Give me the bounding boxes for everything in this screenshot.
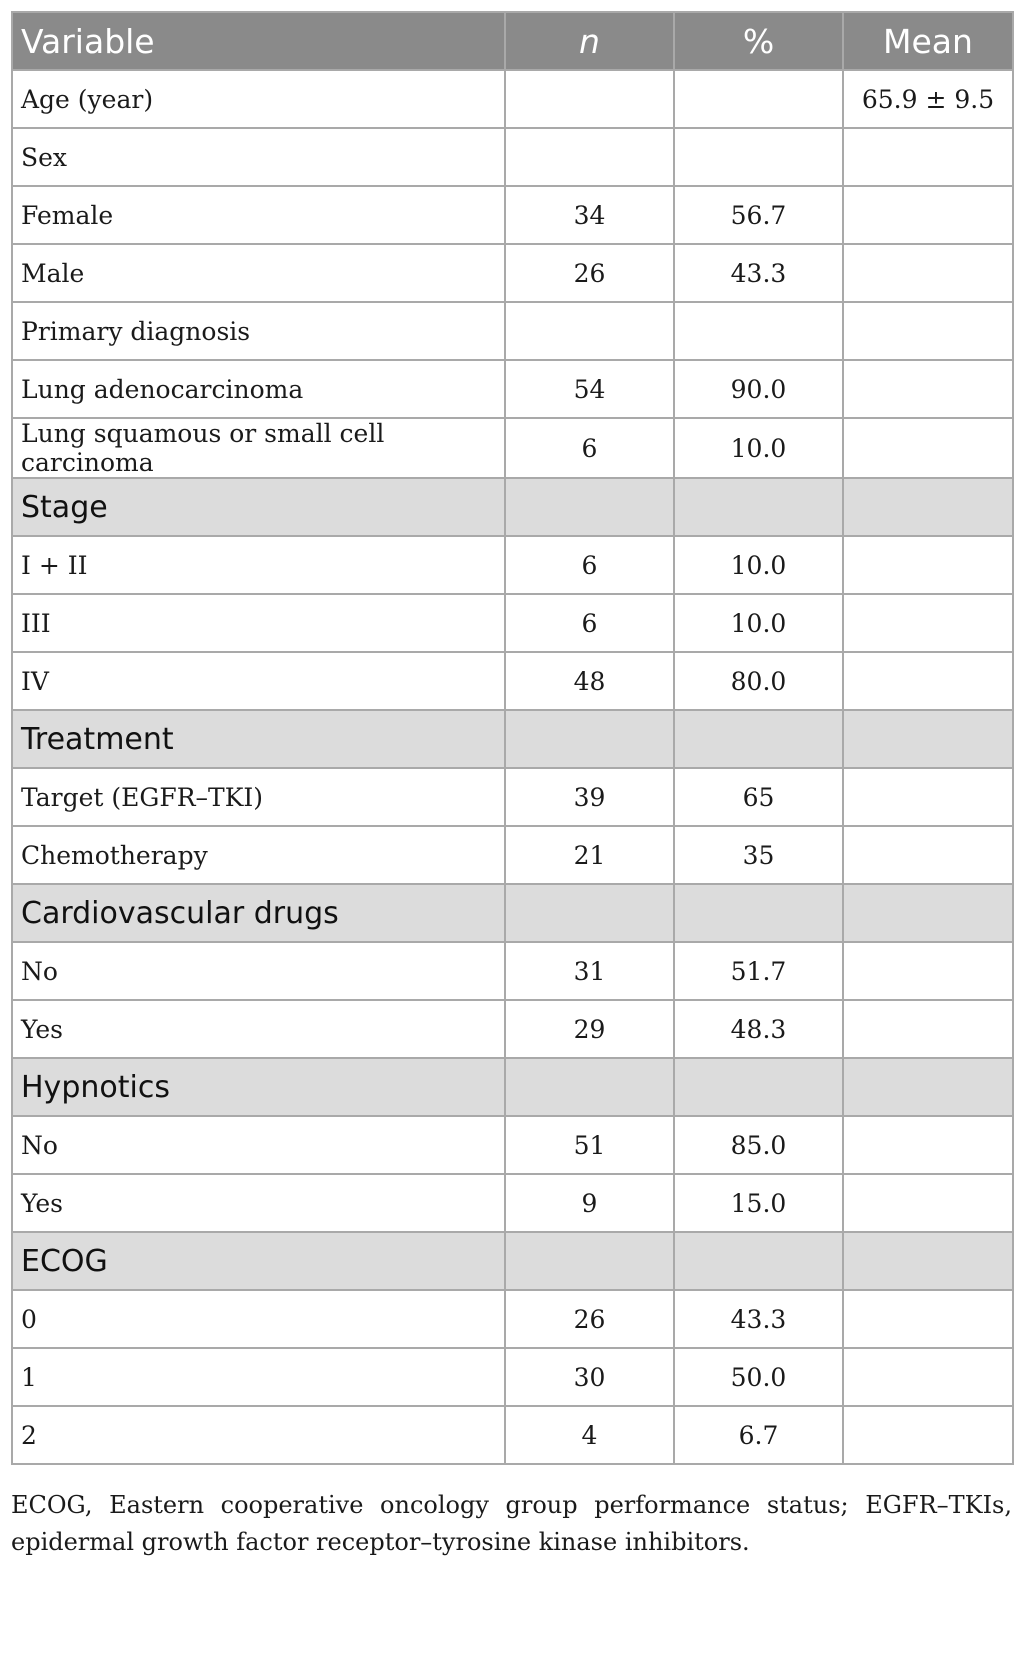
- variable-cell: Female: [12, 186, 505, 244]
- percent-cell: 65: [674, 768, 843, 826]
- table-body: [12, 70, 1013, 1464]
- mean-cell: [843, 1058, 1013, 1116]
- variable-cell: Sex: [12, 128, 505, 186]
- variable-cell: No: [12, 942, 505, 1000]
- percent-cell: 43.3: [674, 1290, 843, 1348]
- variable-cell: Cardiovascular drugs: [12, 884, 505, 942]
- percent-cell: [674, 70, 843, 128]
- mean-cell: [843, 1290, 1013, 1348]
- table-section-row: [12, 884, 1013, 942]
- variable-cell: Yes: [12, 1000, 505, 1058]
- variable-cell: Chemotherapy: [12, 826, 505, 884]
- mean-cell: [843, 1232, 1013, 1290]
- variable-cell: IV: [12, 652, 505, 710]
- variable-cell: Stage: [12, 478, 505, 536]
- table-row: [12, 942, 1013, 1000]
- header-percent: %: [674, 12, 843, 70]
- n-cell: [505, 478, 674, 536]
- n-cell: 29: [505, 1000, 674, 1058]
- variable-cell: Lung adenocarcinoma: [12, 360, 505, 418]
- percent-cell: 6.7: [674, 1406, 843, 1464]
- n-cell: 39: [505, 768, 674, 826]
- table-row: [12, 1174, 1013, 1232]
- variable-cell: ECOG: [12, 1232, 505, 1290]
- table-section-row: [12, 1058, 1013, 1116]
- variable-cell: Hypnotics: [12, 1058, 505, 1116]
- n-cell: 30: [505, 1348, 674, 1406]
- table-row: [12, 418, 1013, 478]
- percent-cell: 43.3: [674, 244, 843, 302]
- table-row: [12, 244, 1013, 302]
- variable-cell: I + II: [12, 536, 505, 594]
- header-mean: Mean: [843, 12, 1013, 70]
- n-cell: 9: [505, 1174, 674, 1232]
- n-cell: [505, 128, 674, 186]
- table-row: [12, 594, 1013, 652]
- variable-cell: Lung squamous or small cell carcinoma: [12, 418, 505, 478]
- percent-cell: [674, 710, 843, 768]
- table-row: [12, 536, 1013, 594]
- n-cell: [505, 710, 674, 768]
- variable-cell: No: [12, 1116, 505, 1174]
- percent-cell: 10.0: [674, 536, 843, 594]
- variable-cell: 0: [12, 1290, 505, 1348]
- n-cell: [505, 1232, 674, 1290]
- mean-cell: [843, 360, 1013, 418]
- variable-cell: III: [12, 594, 505, 652]
- percent-cell: 51.7: [674, 942, 843, 1000]
- mean-cell: [843, 826, 1013, 884]
- percent-cell: 10.0: [674, 418, 843, 478]
- percent-cell: 80.0: [674, 652, 843, 710]
- percent-cell: 85.0: [674, 1116, 843, 1174]
- percent-cell: [674, 128, 843, 186]
- variable-cell: Male: [12, 244, 505, 302]
- table-row: [12, 1000, 1013, 1058]
- n-cell: 26: [505, 1290, 674, 1348]
- percent-cell: 48.3: [674, 1000, 843, 1058]
- mean-cell: [843, 652, 1013, 710]
- mean-cell: [843, 594, 1013, 652]
- variable-cell: 1: [12, 1348, 505, 1406]
- mean-cell: [843, 478, 1013, 536]
- table-header-row: [12, 12, 1013, 70]
- mean-cell: [843, 884, 1013, 942]
- mean-cell: [843, 710, 1013, 768]
- table-section-row: [12, 1232, 1013, 1290]
- n-cell: 51: [505, 1116, 674, 1174]
- mean-cell: [843, 536, 1013, 594]
- mean-cell: [843, 1000, 1013, 1058]
- mean-cell: [843, 1406, 1013, 1464]
- mean-cell: [843, 418, 1013, 478]
- percent-cell: 10.0: [674, 594, 843, 652]
- n-cell: 6: [505, 418, 674, 478]
- variable-cell: Age (year): [12, 70, 505, 128]
- percent-cell: [674, 1058, 843, 1116]
- n-cell: 48: [505, 652, 674, 710]
- table-row: [12, 1348, 1013, 1406]
- percent-cell: 56.7: [674, 186, 843, 244]
- n-cell: 34: [505, 186, 674, 244]
- n-cell: 31: [505, 942, 674, 1000]
- n-cell: [505, 884, 674, 942]
- mean-cell: [843, 128, 1013, 186]
- variable-cell: Target (EGFR–TKI): [12, 768, 505, 826]
- mean-cell: [843, 942, 1013, 1000]
- n-cell: 21: [505, 826, 674, 884]
- table-row: [12, 652, 1013, 710]
- n-cell: [505, 70, 674, 128]
- percent-cell: [674, 884, 843, 942]
- table-row: [12, 1406, 1013, 1464]
- percent-cell: 35: [674, 826, 843, 884]
- variable-cell: Primary diagnosis: [12, 302, 505, 360]
- n-cell: 6: [505, 594, 674, 652]
- table-section-row: [12, 478, 1013, 536]
- table-row: [12, 302, 1013, 360]
- mean-cell: [843, 1116, 1013, 1174]
- n-cell: [505, 302, 674, 360]
- percent-cell: 50.0: [674, 1348, 843, 1406]
- table-row: [12, 1116, 1013, 1174]
- percent-cell: 90.0: [674, 360, 843, 418]
- table-row: [12, 128, 1013, 186]
- table-footnote: ECOG, Eastern cooperative oncology group performance status; EGFR–TKIs, epidermal growth factor receptor–tyrosine kinase inhibitors.: [11, 1491, 1012, 1556]
- n-cell: 6: [505, 536, 674, 594]
- percent-cell: [674, 1232, 843, 1290]
- table-row: [12, 1290, 1013, 1348]
- mean-cell: [843, 1174, 1013, 1232]
- table-row: [12, 826, 1013, 884]
- header-variable: Variable: [12, 12, 505, 70]
- table-row: [12, 768, 1013, 826]
- variable-cell: Treatment: [12, 710, 505, 768]
- n-cell: [505, 1058, 674, 1116]
- patient-characteristics-table: [11, 11, 1014, 1465]
- mean-cell: [843, 768, 1013, 826]
- percent-cell: 15.0: [674, 1174, 843, 1232]
- n-cell: 54: [505, 360, 674, 418]
- variable-cell: Yes: [12, 1174, 505, 1232]
- mean-cell: [843, 244, 1013, 302]
- header-n: n: [505, 12, 674, 70]
- table-row: [12, 70, 1013, 128]
- table-row: [12, 360, 1013, 418]
- percent-cell: [674, 478, 843, 536]
- mean-cell: [843, 186, 1013, 244]
- table-row: [12, 186, 1013, 244]
- percent-cell: [674, 302, 843, 360]
- mean-cell: [843, 302, 1013, 360]
- n-cell: 26: [505, 244, 674, 302]
- n-cell: 4: [505, 1406, 674, 1464]
- variable-cell: 2: [12, 1406, 505, 1464]
- mean-cell: [843, 1348, 1013, 1406]
- table-container: [11, 11, 1012, 1465]
- mean-cell: 65.9 ± 9.5: [843, 70, 1013, 128]
- table-section-row: [12, 710, 1013, 768]
